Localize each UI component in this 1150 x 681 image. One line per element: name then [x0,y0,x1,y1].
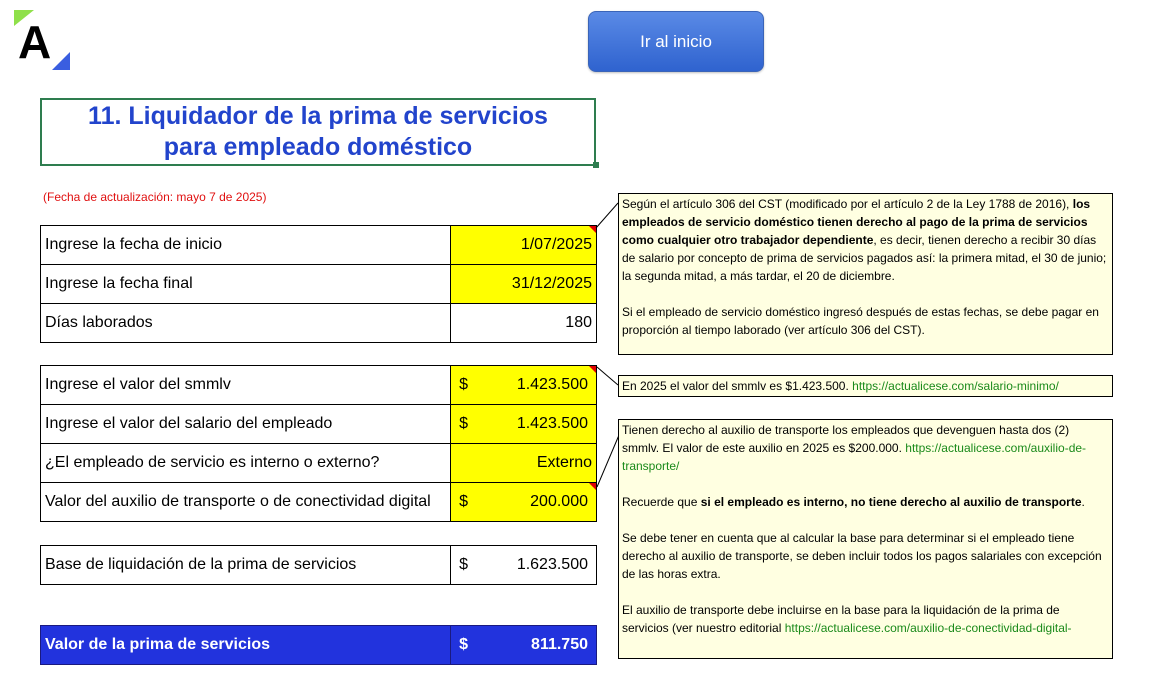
home-button[interactable]: Ir al inicio [588,11,764,72]
result-table [40,625,597,665]
employee-salary-input[interactable]: $ 1.423.500 [451,405,597,444]
table-row [41,405,597,444]
table-row [41,226,597,265]
start-date-input[interactable]: 1/07/2025 [451,226,597,265]
employee-type-label: ¿El empleado de servicio es interno o externo? [41,444,451,483]
smmlv-input[interactable]: $ 1.423.500 [451,366,597,405]
result-label: Valor de la prima de servicios [41,626,451,665]
employee-type-select[interactable]: Externo [451,444,597,483]
update-date-note: (Fecha de actualización: mayo 7 de 2025) [43,190,267,204]
end-date-label: Ingrese la fecha final [41,265,451,304]
transport-allowance-label: Valor del auxilio de transporte o de conectividad digital [41,483,451,522]
smmlv-label: Ingrese el valor del smmlv [41,366,451,405]
result-value: $ 811.750 [451,626,597,665]
smmlv-comment: En 2025 el valor del smmlv es $1.423.500. https://actualicese.com/salario-minimo/ [618,375,1113,397]
transport-allowance-comment: Tienen derecho al auxilio de transporte los empleados que devenguen hasta dos (2) smmlv. El valor de este auxilio en 2025 es $200.000. https://actualicese.com/auxilio-de-transporte/ Recuerde que si el empleado es interno, no tiene derecho al auxilio de transporte. Se debe tener en cuenta que al calcular la base para determinar si el empleado tiene derecho al auxilio de transporte, se deben incluir todos los pagos salariales con excepción de las horas extra. El auxilio de transporte debe incluirse en la base para la liquidación de la prima de servicios (ver nuestro editorial https://actualicese.com/auxilio-de-conectividad-digital- [618,419,1113,659]
base-value: $ 1.623.500 [451,546,597,585]
base-table [40,545,597,585]
table-row [41,366,597,405]
comment-indicator[interactable] [589,483,596,490]
table-row [41,626,597,665]
selection-handle[interactable] [593,162,599,168]
table-row [41,483,597,522]
table-row [41,304,597,343]
table-row [41,546,597,585]
base-label: Base de liquidación de la prima de servicios [41,546,451,585]
prima-law-comment: Según el artículo 306 del CST (modificado por el artículo 2 de la Ley 1788 de 2016), los empleados de servicio doméstico tienen derecho al pago de la prima de servicios como cualquier otro trabajador dependiente, es decir, tienen derecho a recibir 30 días de salario por concepto de prima de servicios pagados así: la primera mitad, el 30 de junio; la segunda mitad, a más tardar, el 20 de diciembre. Si el empleado de servicio doméstico ingresó después de estas fechas, se debe pagar en proporción al tiempo laborado (ver artículo 306 del CST). [618,193,1113,355]
title-line-1: 11. Liquidador de la prima de servicios [88,102,548,130]
title-line-2: para empleado doméstico [163,133,473,161]
employee-salary-label: Ingrese el valor del salario del empleado [41,405,451,444]
comment-indicator[interactable] [589,366,596,373]
start-date-label: Ingrese la fecha de inicio [41,226,451,265]
actualicese-logo [14,10,72,72]
svg-text:A: A [18,16,52,68]
table-row [41,265,597,304]
salario-minimo-link[interactable]: https://actualicese.com/salario-minimo/ [852,379,1059,393]
end-date-input[interactable]: 31/12/2025 [451,265,597,304]
auxilio-transporte-link[interactable]: https://actualicese.com/auxilio-de-transporte/ [622,441,1087,473]
table-row [41,444,597,483]
conectividad-digital-link[interactable]: https://actualicese.com/auxilio-de-conectividad-digital- [784,621,1072,635]
page-title [40,98,596,166]
salary-table [40,365,597,522]
days-worked-label: Días laborados [41,304,451,343]
logo-icon [14,10,72,72]
comment-indicator[interactable] [589,226,596,233]
transport-allowance-input[interactable]: $ 200.000 [451,483,597,522]
dates-table [40,225,597,343]
days-worked-value: 180 [451,304,597,343]
